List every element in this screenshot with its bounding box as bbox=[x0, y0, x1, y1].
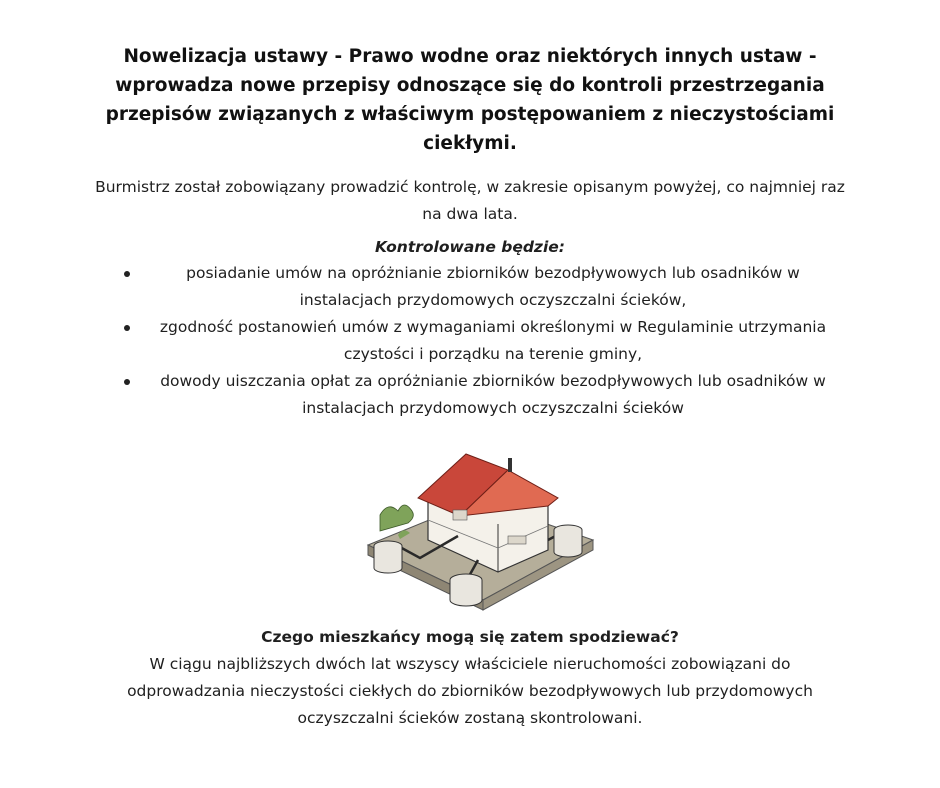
bullet-icon bbox=[124, 379, 130, 385]
list-item-text: zgodność postanowień umów z wymaganiami określonymi w Regulaminie utrzymania czystości i porządku na terenie gminy, bbox=[159, 318, 827, 363]
bullet-icon bbox=[124, 325, 130, 331]
list-item bbox=[120, 260, 840, 314]
controlled-heading: Kontrolowane będzie: bbox=[375, 238, 565, 256]
list-item-text: dowody uiszczania opłat za opróżnianie zbiorników bezodpływowych lub osadników w instalacjach przydomowych oczyszczalni ścieków bbox=[160, 372, 826, 417]
intro-paragraph: Burmistrz został zobowiązany prowadzić kontrolę, w zakresie opisanym powyżej, co najmniej raz na dwa lata. bbox=[95, 178, 845, 223]
document-title: Nowelizacja ustawy - Prawo wodne oraz niektórych innych ustaw - wprowadza nowe przepisy odnoszące się do kontroli przestrzegania przepisów związanych z właściwym postępowaniem z nieczystościami ciekłymi. bbox=[105, 46, 835, 154]
list-item-text: posiadanie umów na opróżnianie zbiorników bezodpływowych lub osadników w instalacjach przydomowych oczyszczalni ścieków, bbox=[186, 264, 800, 309]
list-item bbox=[120, 368, 840, 422]
bullet-icon bbox=[124, 271, 130, 277]
answer-paragraph: W ciągu najbliższych dwóch lat wszyscy właściciele nieruchomości zobowiązani do odprowadzania nieczystości ciekłych do zbiorników bezodpływowych lub przydomowych oczyszczalni ścieków zostaną skontrolowani. bbox=[127, 655, 813, 727]
house-septic-tank-illustration bbox=[358, 440, 598, 615]
question-heading: Czego mieszkańcy mogą się zatem spodziewać? bbox=[261, 628, 679, 646]
controlled-list bbox=[120, 260, 840, 422]
list-item bbox=[120, 314, 840, 368]
